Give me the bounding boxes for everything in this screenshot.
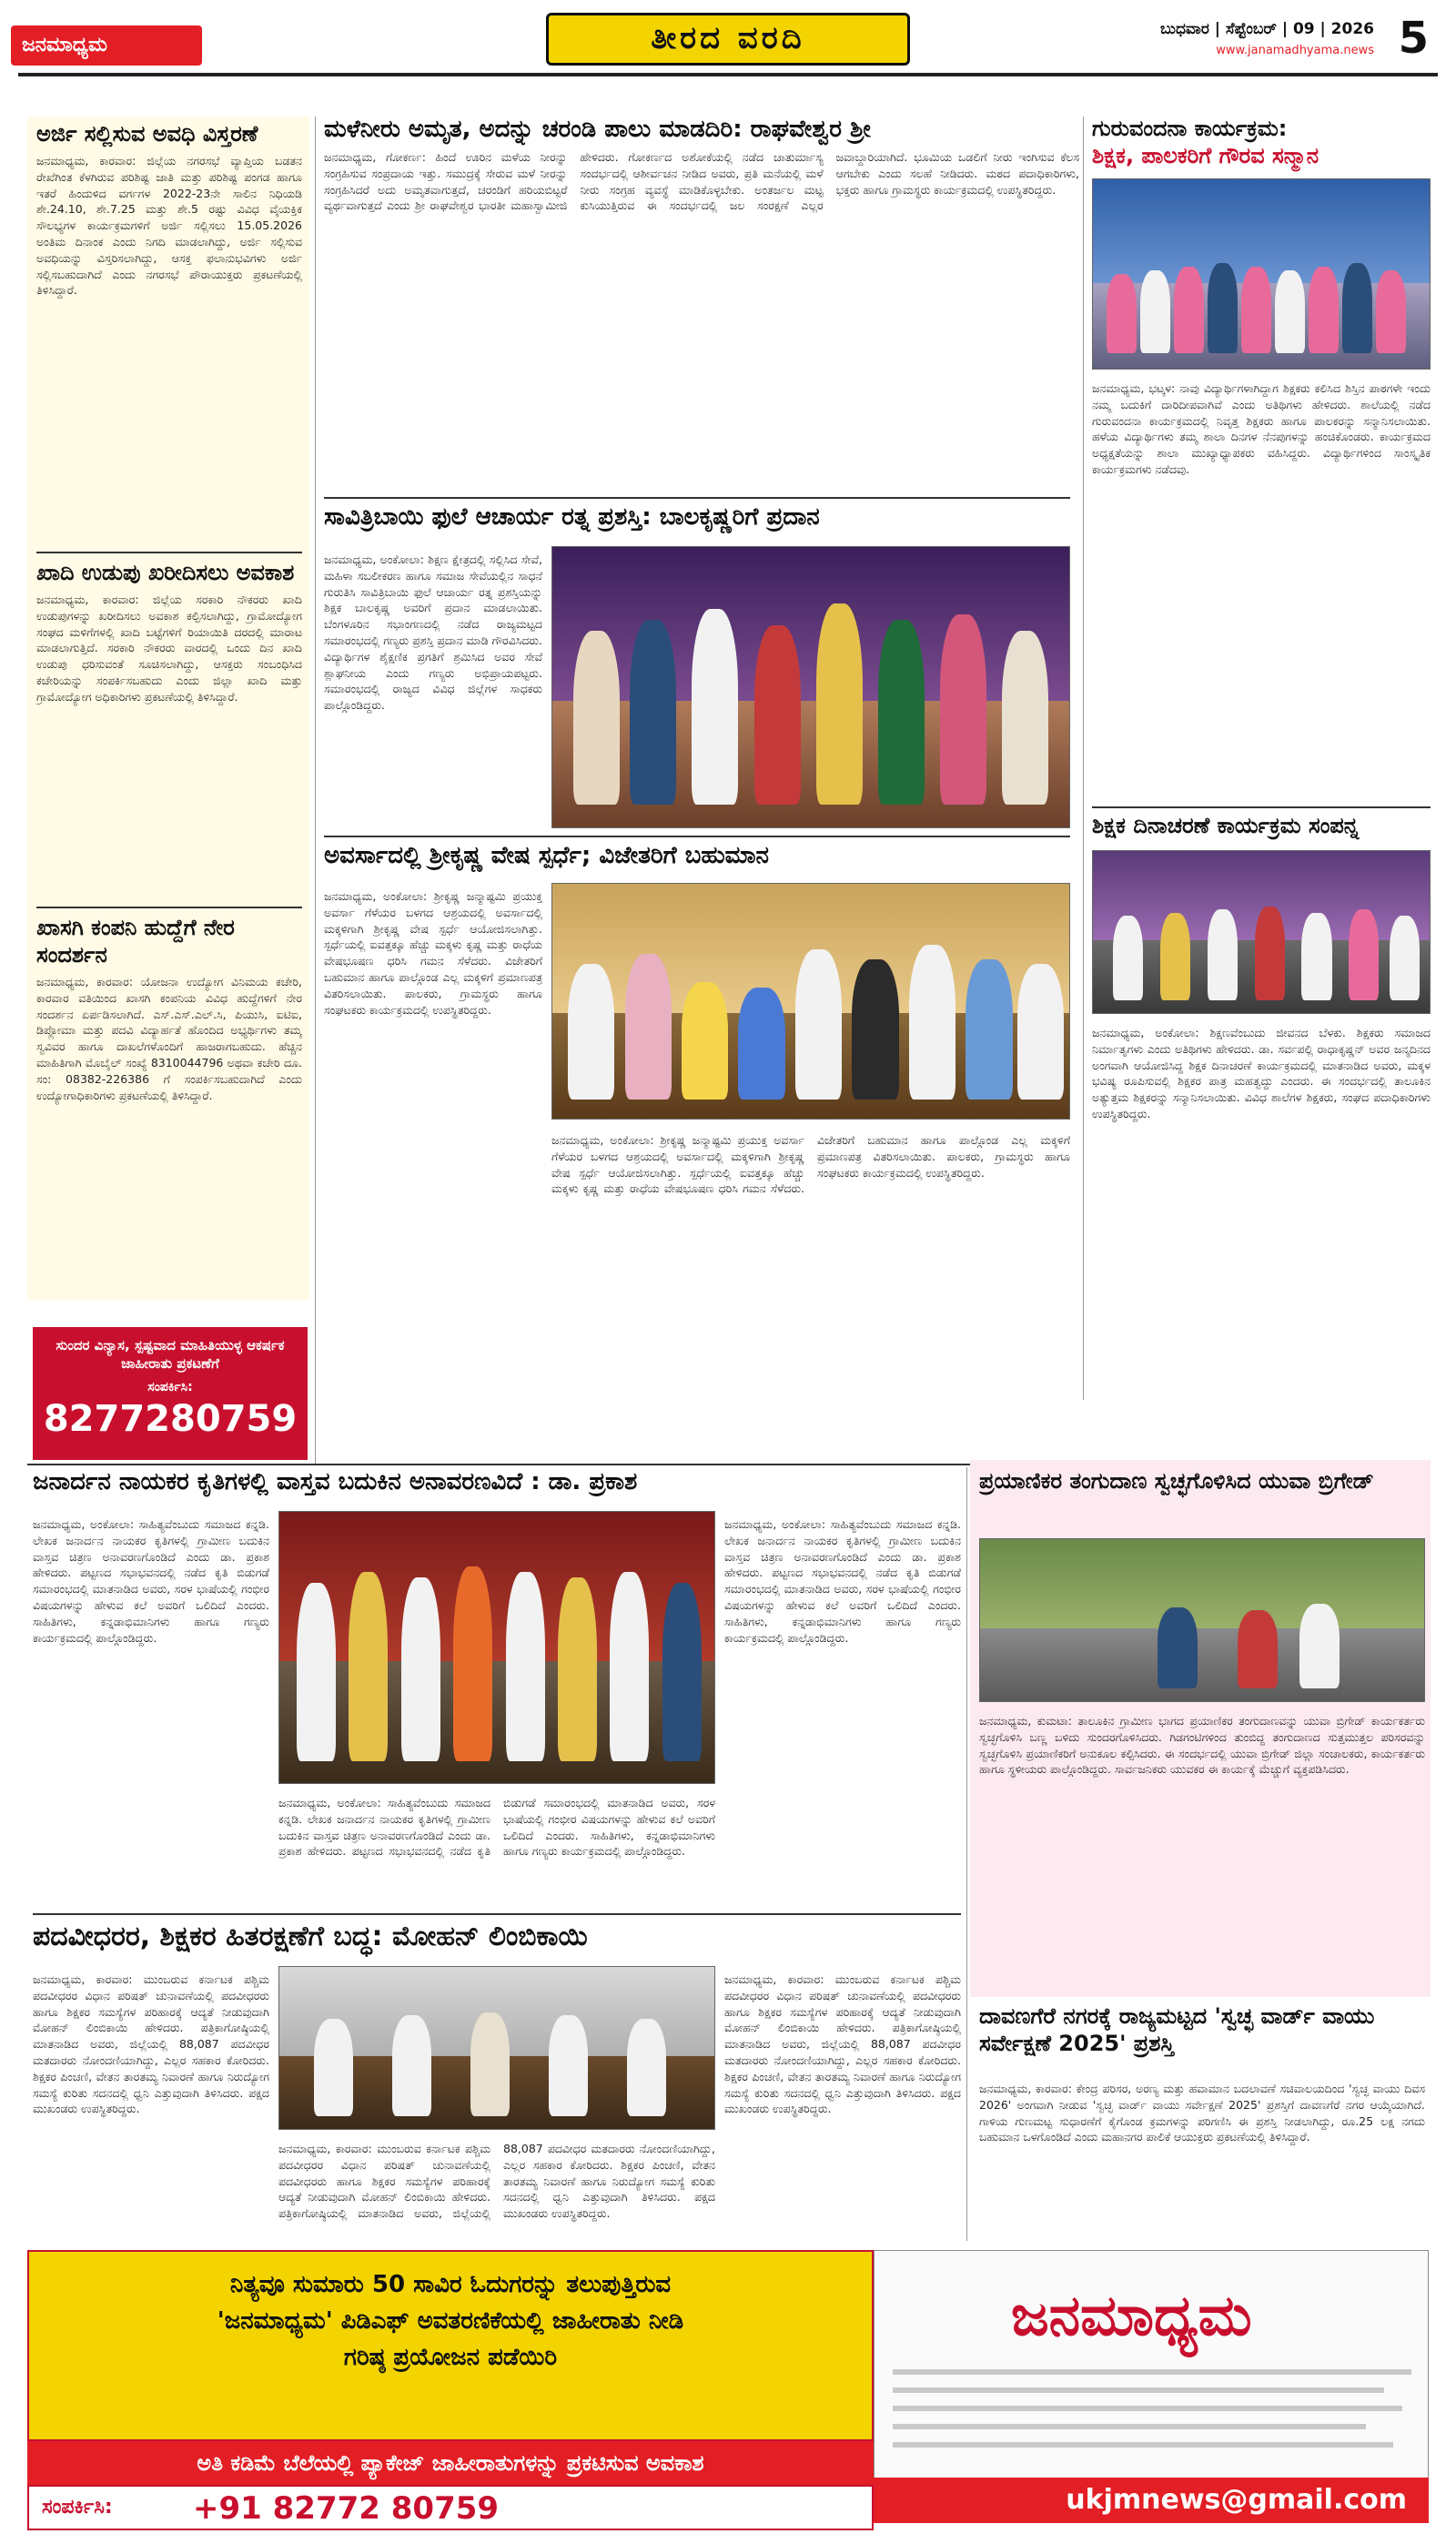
ad-text: ಸುಂದರ ವಿನ್ಯಾಸ, ಸ್ಪಷ್ಟವಾದ ಮಾಹಿತಿಯುಳ್ಳ ಆಕರ್ಷಕ ಜಾಹೀರಾತು ಪ್ರಕಟಣೆಗೆ bbox=[56, 1337, 285, 1372]
article-savitribai-title-block bbox=[324, 502, 1070, 539]
article-mohan-head bbox=[33, 1919, 961, 1959]
article-body: ಜನಮಾಧ್ಯಮ, ಕಾರವಾರ: ಜಿಲ್ಲೆಯ ಸರಕಾರಿ ನೌಕರರು ಖಾದಿ ಉಡುಪುಗಳನ್ನು ಖರೀದಿಸಲು ಅವಕಾಶ ಕಲ್ಪಿಸಲಾಗಿದ್ದು, ಗ್ರಾಮೋದ್ಯೋಗ ಸಂಘದ ಮಳಿಗೆಗಳಲ್ಲಿ ಖಾದಿ ಬಟ್ಟೆಗಳಿಗೆ ರಿಯಾಯಿತಿ ದರದಲ್ಲಿ ಮಾರಾಟ ಮಾಡಲಾಗುತ್ತಿದೆ. ಸರಕಾರಿ ನೌಕರರು ವಾರದಲ್ಲಿ ಒಂದು ದಿನ ಖಾದಿ ಉಡುಪು ಧರಿಸುವಂತೆ ಸೂಚಿಸಲಾಗಿದ್ದು, ಆಸಕ್ತರು ಸಂಬಂಧಿಸಿದ ಕಚೇರಿಯನ್ನು ಸಂಪರ್ಕಿಸಬಹುದು ಎಂದು ಜಿಲ್ಲಾ ಖಾದಿ ಮತ್ತು ಗ್ರಾಮೋದ್ಯೋಗ ಅಧಿಕಾರಿಗಳು ಪ್ರಕಟಣೆಯಲ್ಲಿ ತಿಳಿಸಿದ್ದಾರೆ. bbox=[36, 593, 302, 704]
article-title: ಮಳೆನೀರು ಅಮೃತ, ಅದನ್ನು ಚರಂಡಿ ಪಾಲು ಮಾಡದಿರಿ: ರಾಘವೇಶ್ವರ ಶ್ರೀ bbox=[324, 116, 871, 143]
article-mohan-under-photo bbox=[278, 2135, 715, 2243]
ad-line-2: 'ಜನಮಾಧ್ಯಮ' ಪಿಡಿಎಫ್ ಅವತರಣಿಕೆಯಲ್ಲಿ ಜಾಹೀರಾತು ನೀಡಿ bbox=[217, 2307, 684, 2335]
ad-phone: 8277280759 bbox=[43, 1398, 298, 1440]
divider bbox=[36, 552, 302, 553]
article-body: ಜನಮಾಧ್ಯಮ, ಅಂಕೋಲಾ: ಸಾಹಿತ್ಯವೆಂಬುದು ಸಮಾಜದ ಕನ್ನಡಿ. ಲೇಖಕ ಜನಾರ್ದನ ನಾಯಕರ ಕೃತಿಗಳಲ್ಲಿ ಗ್ರಾಮೀಣ ಬದುಕಿನ ವಾಸ್ತವ ಚಿತ್ರಣ ಅನಾವರಣಗೊಂಡಿದೆ ಎಂದು ಡಾ. ಪ್ರಕಾಶ ಹೇಳಿದರು. ಪಟ್ಟಣದ ಸಭಾಭವನದಲ್ಲಿ ನಡೆದ ಕೃತಿ ಬಿಡುಗಡೆ ಸಮಾರಂಭದಲ್ಲಿ ಮಾತನಾಡಿದ ಅವರು, ಸರಳ ಭಾಷೆಯಲ್ಲಿ ಗಂಭೀರ ವಿಷಯಗಳನ್ನು ಹೇಳುವ ಕಲೆ ಅವರಿಗೆ ಒಲಿದಿದೆ ಎಂದರು. ಸಾಹಿತಿಗಳು, ಕನ್ನಡಾಭಿಮಾನಿಗಳು ಹಾಗೂ ಗಣ್ಯರು ಕಾರ್ಯಕ್ರಮದಲ್ಲಿ ಪಾಲ್ಗೊಂಡಿದ್ದರು. bbox=[33, 1517, 269, 1645]
article-krishna-title-block bbox=[324, 841, 1070, 877]
book-release-photo bbox=[278, 1511, 715, 1784]
article-krishna bbox=[324, 883, 542, 1393]
bus-shelter-photo bbox=[979, 1538, 1425, 1702]
article-yuva-brigade-head bbox=[979, 1467, 1425, 1540]
masthead-rule bbox=[18, 73, 1438, 76]
divider bbox=[33, 1913, 961, 1915]
column-rule bbox=[966, 1467, 967, 2241]
article-guruvandana bbox=[1092, 375, 1431, 803]
article-janardhan bbox=[33, 1511, 269, 1911]
article-savitribai bbox=[324, 546, 542, 828]
column-rule bbox=[1083, 117, 1084, 1400]
article-teachers-day bbox=[1092, 1019, 1431, 1402]
dateline: ಬುಧವಾರ | ಸೆಪ್ಟೆಂಬರ್ | 09 | 2026 bbox=[1160, 20, 1374, 38]
article-job-interview bbox=[36, 914, 302, 1305]
article-title: ಅವರ್ಸಾದಲ್ಲಿ ಶ್ರೀಕೃಷ್ಣ ವೇಷ ಸ್ಪರ್ಧೆ; ವಿಜೇತರಿಗೆ ಬಹುಮಾನ bbox=[324, 842, 769, 869]
article-body: ಜನಮಾಧ್ಯಮ, ಅಂಕೋಲಾ: ಶ್ರೀಕೃಷ್ಣ ಜನ್ಮಾಷ್ಟಮಿ ಪ್ರಯುಕ್ತ ಅವರ್ಸಾ ಗೆಳೆಯರ ಬಳಗದ ಆಶ್ರಯದಲ್ಲಿ ಅವರ್ಸಾದಲ್ಲಿ ಮಕ್ಕಳಿಗಾಗಿ ಶ್ರೀಕೃಷ್ಣ ವೇಷ ಸ್ಪರ್ಧೆ ಆಯೋಜಿಸಲಾಗಿತ್ತು. ಸ್ಪರ್ಧೆಯಲ್ಲಿ ಐವತ್ತಕ್ಕೂ ಹೆಚ್ಚು ಮಕ್ಕಳು ಕೃಷ್ಣ ಮತ್ತು ರಾಧೆಯ ವೇಷಭೂಷಣ ಧರಿಸಿ ಗಮನ ಸೆಳೆದರು. ವಿಜೇತರಿಗೆ ಬಹುಮಾನ ಹಾಗೂ ಪಾಲ್ಗೊಂಡ ಎಲ್ಲ ಮಕ್ಕಳಿಗೆ ಪ್ರಮಾಣಪತ್ರ ವಿತರಿಸಲಾಯಿತು. ಪಾಲಕರು, ಗ್ರಾಮಸ್ಥರು ಹಾಗೂ ಸಂಘಟಕರು ಕಾರ್ಯಕ್ರಮದಲ್ಲಿ ಉಪಸ್ಥಿತರಿದ್ದರು. bbox=[324, 889, 542, 1017]
section-title: ತೀರದ ವರದಿ bbox=[546, 13, 910, 66]
ad-line-3: ಗರಿಷ್ಠ ಪ್ರಯೋಜನ ಪಡೆಯಿರಿ bbox=[343, 2344, 558, 2371]
article-yuva-brigade bbox=[979, 1708, 1425, 1997]
paper-name: ಜನಮಾಧ್ಯಮ bbox=[1011, 2282, 1252, 2348]
article-body-continued: ಜನಮಾಧ್ಯಮ, ಅಂಕೋಲಾ: ಸಾಹಿತ್ಯವೆಂಬುದು ಸಮಾಜದ ಕನ್ನಡಿ. ಲೇಖಕ ಜನಾರ್ದನ ನಾಯಕರ ಕೃತಿಗಳಲ್ಲಿ ಗ್ರಾಮೀಣ ಬದುಕಿನ ವಾಸ್ತವ ಚಿತ್ರಣ ಅನಾವರಣಗೊಂಡಿದೆ ಎಂದು ಡಾ. ಪ್ರಕಾಶ ಹೇಳಿದರು. ಪಟ್ಟಣದ ಸಭಾಭವನದಲ್ಲಿ ನಡೆದ ಕೃತಿ ಬಿಡುಗಡೆ ಸಮಾರಂಭದಲ್ಲಿ ಮಾತನಾಡಿದ ಅವರು, ಸರಳ ಭಾಷೆಯಲ್ಲಿ ಗಂಭೀರ ವಿಷಯಗಳನ್ನು ಹೇಳುವ ಕಲೆ ಅವರಿಗೆ ಒಲಿದಿದೆ ಎಂದರು. ಸಾಹಿತಿಗಳು, ಕನ್ನಡಾಭಿಮಾನಿಗಳು ಹಾಗೂ ಗಣ್ಯರು ಕಾರ್ಯಕ್ರಮದಲ್ಲಿ ಪಾಲ್ಗೊಂಡಿದ್ದರು. bbox=[724, 1517, 961, 1645]
krishna-contest-photo bbox=[551, 883, 1070, 1120]
brand-logo: ಜನಮಾಧ್ಯಮ bbox=[11, 25, 202, 66]
ad-yellow-panel bbox=[27, 2250, 874, 2441]
bottom-ad-banner bbox=[27, 2250, 874, 2527]
article-davanagere-head bbox=[979, 2002, 1425, 2073]
article-title: ಸಾವಿತ್ರಿಬಾಯಿ ಫುಲೆ ಆಚಾರ್ಯ ರತ್ನ ಪ್ರಶಸ್ತಿ: ಬಾಲಕೃಷ್ಣರಿಗೆ ಪ್ರದಾನ bbox=[324, 503, 820, 531]
ad-line-1: ನಿತ್ಯವೂ ಸುಮಾರು 50 ಸಾವಿರ ಓದುಗರನ್ನು ತಲುಪುತ್ತಿರುವ bbox=[229, 2271, 672, 2298]
divider bbox=[324, 836, 1070, 837]
article-krishna-continued bbox=[551, 1127, 1070, 1400]
article-janardhan-continued bbox=[724, 1511, 961, 1911]
article-title: ಖಾದಿ ಉಡುಪು ಖರೀದಿಸಲು ಅವಕಾಶ bbox=[36, 560, 295, 585]
article-mohan bbox=[33, 1966, 269, 2239]
award-photo bbox=[551, 546, 1070, 828]
article-body: ಜನಮಾಧ್ಯಮ, ಕುಮಟಾ: ತಾಲೂಕಿನ ಗ್ರಾಮೀಣ ಭಾಗದ ಪ್ರಯಾಣಿಕರ ತಂಗುದಾಣವನ್ನು ಯುವಾ ಬ್ರಿಗೇಡ್ ಕಾರ್ಯಕರ್ತರು ಸ್ವಚ್ಛಗೊಳಿಸಿ ಬಣ್ಣ ಬಳಿದು ಸುಂದರಗೊಳಿಸಿದರು. ಗಿಡಗಂಟಿಗಳಿಂದ ತುಂಬಿದ್ದ ತಂಗುದಾಣದ ಸುತ್ತಮುತ್ತಲ ಪರಿಸರವನ್ನು ಸ್ವಚ್ಛಗೊಳಿಸಿ ಪ್ರಯಾಣಿಕರಿಗೆ ಅನುಕೂಲ ಕಲ್ಪಿಸಿದರು. ಈ ಸಂದರ್ಭದಲ್ಲಿ ಯುವಾ ಬ್ರಿಗೇಡ್ ಜಿಲ್ಲಾ ಸಂಚಾಲಕರು, ಕಾರ್ಯಕರ್ತರು ಹಾಗೂ ಸ್ಥಳೀಯರು ಪಾಲ್ಗೊಂಡಿದ್ದರು. ಸಾರ್ವಜನಿಕರು ಯುವಕರ ಈ ಕಾರ್ಯಕ್ಕೆ ಮೆಚ್ಚುಗೆ ವ್ಯಕ್ತಪಡಿಸಿದರು. bbox=[979, 1714, 1425, 1777]
article-application-extension bbox=[36, 120, 302, 548]
article-subtitle: ಶಿಕ್ಷಕ, ಪಾಲಕರಿಗೆ ಗೌರವ ಸನ್ಮಾನ bbox=[1092, 143, 1320, 168]
article-title: ಖಾಸಗಿ ಕಂಪನಿ ಹುದ್ದೆಗೆ ನೇರ ಸಂದರ್ಶನ bbox=[36, 915, 235, 968]
column-rule bbox=[315, 117, 316, 1464]
article-teachers-day-head bbox=[1092, 812, 1431, 848]
guruvandana-photo bbox=[1092, 178, 1431, 370]
article-mohan-continued bbox=[724, 1966, 961, 2239]
ad-line-4: ಅತಿ ಕಡಿಮೆ ಬೆಲೆಯಲ್ಲಿ ಪ್ಯಾಕೇಜ್ ಜಾಹೀರಾತುಗಳನ್ನು ಪ್ರಕಟಿಸುವ ಅವಕಾಶ bbox=[27, 2441, 874, 2485]
article-body: ಜನಮಾಧ್ಯಮ, ಅಂಕೋಲಾ: ಶಿಕ್ಷಣವೆಂಬುದು ಜೀವನದ ಬೆಳಕು. ಶಿಕ್ಷಕರು ಸಮಾಜದ ನಿರ್ಮಾತೃಗಳು ಎಂದು ಅತಿಥಿಗಳು ಹೇಳಿದರು. ಡಾ. ಸರ್ವಪಲ್ಲಿ ರಾಧಾಕೃಷ್ಣನ್ ಅವರ ಜನ್ಮದಿನದ ಅಂಗವಾಗಿ ಆಯೋಜಿಸಿದ್ದ ಶಿಕ್ಷಕ ದಿನಾಚರಣೆ ಕಾರ್ಯಕ್ರಮದಲ್ಲಿ ಮಾತನಾಡಿದ ಅವರು, ಮಕ್ಕಳ ಭವಿಷ್ಯ ರೂಪಿಸುವಲ್ಲಿ ಶಿಕ್ಷಕರ ಪಾತ್ರ ಮಹತ್ವದ್ದು ಎಂದರು. ಈ ಸಂದರ್ಭದಲ್ಲಿ ತಾಲೂಕಿನ ಅತ್ಯುತ್ತಮ ಶಿಕ್ಷಕರನ್ನು ಸನ್ಮಾನಿಸಲಾಯಿತು. ವಿವಿಧ ಶಾಲೆಗಳ ಶಿಕ್ಷಕರು, ಸಂಘದ ಪದಾಧಿಕಾರಿಗಳು ಉಪಸ್ಥಿತರಿದ್ದರು. bbox=[1092, 1026, 1431, 1120]
article-janardhan-head bbox=[33, 1467, 961, 1504]
website-link[interactable]: www.janamadhyama.news bbox=[1216, 44, 1374, 57]
ad-box bbox=[31, 1325, 309, 1462]
article-body: ಜನಮಾಧ್ಯಮ, ಭಟ್ಕಳ: ನಾವು ವಿದ್ಯಾರ್ಥಿಗಳಾಗಿದ್ದಾಗ ಶಿಕ್ಷಕರು ಕಲಿಸಿದ ಶಿಸ್ತಿನ ಪಾಠಗಳೇ ಇಂದು ನಮ್ಮ ಬದುಕಿಗೆ ದಾರಿದೀಪವಾಗಿವೆ ಎಂದು ಅತಿಥಿಗಳು ಹೇಳಿದರು. ಶಾಲೆಯಲ್ಲಿ ನಡೆದ ಗುರುವಂದನಾ ಕಾರ್ಯಕ್ರಮದಲ್ಲಿ ನಿವೃತ್ತ ಶಿಕ್ಷಕರು ಹಾಗೂ ಪಾಲಕರನ್ನು ಸನ್ಮಾನಿಸಲಾಯಿತು. ಹಳೆಯ ವಿದ್ಯಾರ್ಥಿಗಳು ತಮ್ಮ ಶಾಲಾ ದಿನಗಳ ನೆನಪುಗಳನ್ನು ಹಂಚಿಕೊಂಡರು. ಕಾರ್ಯಕ್ರಮದ ಅಧ್ಯಕ್ಷತೆಯನ್ನು ಶಾಲಾ ಮುಖ್ಯಾಧ್ಯಾಪಕರು ವಹಿಸಿದ್ದರು. ವಿದ್ಯಾರ್ಥಿಗಳಿಂದ ಸಾಂಸ್ಕೃತಿಕ ಕಾರ್ಯಕ್ರಮಗಳು ನಡೆದವು. bbox=[1092, 381, 1431, 476]
article-janardhan-under-photo bbox=[278, 1789, 715, 1908]
page-number: 5 bbox=[1398, 13, 1429, 64]
article-body: ಜನಮಾಧ್ಯಮ, ಗೋಕರ್ಣ: ಹಿಂದೆ ಊರಿನ ಮಳೆಯ ನೀರನ್ನು ಸಂಗ್ರಹಿಸುವ ಸಂಪ್ರದಾಯ ಇತ್ತು. ಸಮುದ್ರಕ್ಕೆ ಸೇರುವ ಮಳೆ ನೀರನ್ನು ಸಂಗ್ರಹಿಸಿದರೆ ಅದು ಅಮೃತವಾಗುತ್ತದೆ, ಚರಂಡಿಗೆ ಹರಿಯಬಿಟ್ಟರೆ ವ್ಯರ್ಥವಾಗುತ್ತದೆ ಎಂದು ಶ್ರೀ ರಾಘವೇಶ್ವರ ಭಾರತೀ ಮಹಾಸ್ವಾಮೀಜಿ ಹೇಳಿದರು. ಗೋಕರ್ಣದ ಅಶೋಕೆಯಲ್ಲಿ ನಡೆದ ಚಾತುರ್ಮಾಸ್ಯ ಸಂದರ್ಭದಲ್ಲಿ ಆಶೀರ್ವಚನ ನೀಡಿದ ಅವರು, ಪ್ರತಿ ಮನೆಯಲ್ಲಿ ಮಳೆ ನೀರು ಸಂಗ್ರಹ ವ್ಯವಸ್ಥೆ ಮಾಡಿಕೊಳ್ಳಬೇಕು. ಅಂತರ್ಜಲ ಮಟ್ಟ ಕುಸಿಯುತ್ತಿರುವ ಈ ಸಂದರ್ಭದಲ್ಲಿ ಜಲ ಸಂರಕ್ಷಣೆ ಎಲ್ಲರ ಜವಾಬ್ದಾರಿಯಾಗಿದೆ. ಭೂಮಿಯ ಒಡಲಿಗೆ ನೀರು ಇಂಗಿಸುವ ಕೆಲಸ ಆಗಬೇಕು ಎಂದು ಸಲಹೆ ನೀಡಿದರು. ಮಠದ ಪದಾಧಿಕಾರಿಗಳು, ಭಕ್ತರು ಹಾಗೂ ಗ್ರಾಮಸ್ಥರು ಕಾರ್ಯಕ್ರಮದಲ್ಲಿ ಉಪಸ್ಥಿತರಿದ್ದರು. bbox=[324, 150, 1079, 213]
article-body: ಜನಮಾಧ್ಯಮ, ಅಂಕೋಲಾ: ಶಿಕ್ಷಣ ಕ್ಷೇತ್ರದಲ್ಲಿ ಸಲ್ಲಿಸಿದ ಸೇವೆ, ಮಹಿಳಾ ಸಬಲೀಕರಣ ಹಾಗೂ ಸಮಾಜ ಸೇವೆಯಲ್ಲಿನ ಸಾಧನೆ ಗುರುತಿಸಿ ಸಾವಿತ್ರಿಬಾಯಿ ಫುಲೆ ಆಚಾರ್ಯ ರತ್ನ ಪ್ರಶಸ್ತಿಯನ್ನು ಶಿಕ್ಷಕ ಬಾಲಕೃಷ್ಣ ಅವರಿಗೆ ಪ್ರದಾನ ಮಾಡಲಾಯಿತು. ಬೆಂಗಳೂರಿನ ಸಭಾಂಗಣದಲ್ಲಿ ನಡೆದ ರಾಜ್ಯಮಟ್ಟದ ಸಮಾರಂಭದಲ್ಲಿ ಗಣ್ಯರು ಪ್ರಶಸ್ತಿ ಪ್ರದಾನ ಮಾಡಿ ಗೌರವಿಸಿದರು. ವಿದ್ಯಾರ್ಥಿಗಳ ಶೈಕ್ಷಣಿಕ ಪ್ರಗತಿಗೆ ಶ್ರಮಿಸಿದ ಅವರ ಸೇವೆ ಶ್ಲಾಘನೀಯ ಎಂದು ಗಣ್ಯರು ಅಭಿಪ್ರಾಯಪಟ್ಟರು. ಸಮಾರಂಭದಲ್ಲಿ ರಾಜ್ಯದ ವಿವಿಧ ಜಿಲ್ಲೆಗಳ ಸಾಧಕರು ಪಾಲ್ಗೊಂಡಿದ್ದರು. bbox=[324, 552, 542, 713]
article-rainwater bbox=[324, 115, 1079, 497]
ad-contact-label: ಸಂಪರ್ಕಿಸಿ: bbox=[147, 1380, 193, 1394]
article-title: ಪ್ರಯಾಣಿಕರ ತಂಗುದಾಣ ಸ್ವಚ್ಛಗೊಳಿಸಿದ ಯುವಾ ಬ್ರಿಗೇಡ್ bbox=[979, 1468, 1374, 1494]
article-title: ದಾವಣಗೆರೆ ನಗರಕ್ಕೆ ರಾಜ್ಯಮಟ್ಟದ 'ಸ್ವಚ್ಛ ವಾರ್ಡ್ ವಾಯು ಸರ್ವೇಕ್ಷಣೆ 2025' ಪ್ರಶಸ್ತಿ bbox=[979, 2003, 1375, 2056]
article-title: ಗುರುವಂದನಾ ಕಾರ್ಯಕ್ರಮ: bbox=[1092, 116, 1288, 141]
article-body: ಜನಮಾಧ್ಯಮ, ಕಾರವಾರ: ಮುಂಬರುವ ಕರ್ನಾಟಕ ಪಶ್ಚಿಮ ಪದವೀಧರರ ವಿಧಾನ ಪರಿಷತ್ ಚುನಾವಣೆಯಲ್ಲಿ ಪದವೀಧರರು ಹಾಗೂ ಶಿಕ್ಷಕರ ಸಮಸ್ಯೆಗಳ ಪರಿಹಾರಕ್ಕೆ ಆದ್ಯತೆ ನೀಡುವುದಾಗಿ ಮೋಹನ್ ಲಿಂಬಿಕಾಯಿ ಹೇಳಿದರು. ಪತ್ರಿಕಾಗೋಷ್ಠಿಯಲ್ಲಿ ಮಾತನಾಡಿದ ಅವರು, ಜಿಲ್ಲೆಯಲ್ಲಿ 88,087 ಪದವೀಧರ ಮತದಾರರು ನೋಂದಣಿಯಾಗಿದ್ದು, ಎಲ್ಲರ ಸಹಕಾರ ಕೋರಿದರು. ಶಿಕ್ಷಕರ ಪಿಂಚಣಿ, ವೇತನ ತಾರತಮ್ಯ ನಿವಾರಣೆ ಹಾಗೂ ನಿರುದ್ಯೋಗ ಸಮಸ್ಯೆ ಕುರಿತು ಸದನದಲ್ಲಿ ಧ್ವನಿ ಎತ್ತುವುದಾಗಿ ತಿಳಿಸಿದರು. ಪಕ್ಷದ ಮುಖಂಡರು ಉಪಸ್ಥಿತರಿದ್ದರು. bbox=[33, 1972, 269, 2116]
article-title: ಪದವೀಧರರ, ಶಿಕ್ಷಕರ ಹಿತರಕ್ಷಣೆಗೆ ಬದ್ಧ: ಮೋಹನ್ ಲಿಂಬಿಕಾಯಿ bbox=[33, 1921, 588, 1952]
article-title: ಜನಾರ್ದನ ನಾಯಕರ ಕೃತಿಗಳಲ್ಲಿ ವಾಸ್ತವ ಬದುಕಿನ ಅನಾವರಣವಿದೆ : ಡಾ. ಪ್ರಕಾಶ bbox=[33, 1468, 638, 1495]
teachers-day-photo bbox=[1092, 850, 1431, 1014]
email-contact[interactable]: ukjmnews@gmail.com bbox=[874, 2478, 1429, 2523]
article-title: ಶಿಕ್ಷಕ ದಿನಾಚರಣೆ ಕಾರ್ಯಕ್ರಮ ಸಂಪನ್ನ bbox=[1092, 813, 1360, 838]
ad-contact-bar bbox=[27, 2485, 874, 2530]
ad-phone: +91 82772 80759 bbox=[193, 2490, 500, 2527]
article-body-continued: ಜನಮಾಧ್ಯಮ, ಅಂಕೋಲಾ: ಶ್ರೀಕೃಷ್ಣ ಜನ್ಮಾಷ್ಟಮಿ ಪ್ರಯುಕ್ತ ಅವರ್ಸಾ ಗೆಳೆಯರ ಬಳಗದ ಆಶ್ರಯದಲ್ಲಿ ಅವರ್ಸಾದಲ್ಲಿ ಮಕ್ಕಳಿಗಾಗಿ ಶ್ರೀಕೃಷ್ಣ ವೇಷ ಸ್ಪರ್ಧೆ ಆಯೋಜಿಸಲಾಗಿತ್ತು. ಸ್ಪರ್ಧೆಯಲ್ಲಿ ಐವತ್ತಕ್ಕೂ ಹೆಚ್ಚು ಮಕ್ಕಳು ಕೃಷ್ಣ ಮತ್ತು ರಾಧೆಯ ವೇಷಭೂಷಣ ಧರಿಸಿ ಗಮನ ಸೆಳೆದರು. ವಿಜೇತರಿಗೆ ಬಹುಮಾನ ಹಾಗೂ ಪಾಲ್ಗೊಂಡ ಎಲ್ಲ ಮಕ್ಕಳಿಗೆ ಪ್ರಮಾಣಪತ್ರ ವಿತರಿಸಲಾಯಿತು. ಪಾಲಕರು, ಗ್ರಾಮಸ್ಥರು ಹಾಗೂ ಸಂಘಟಕರು ಕಾರ್ಯಕ್ರಮದಲ್ಲಿ ಉಪಸ್ಥಿತರಿದ್ದರು. bbox=[551, 1133, 1070, 1196]
article-body: ಜನಮಾಧ್ಯಮ, ಕಾರವಾರ: ಕೇಂದ್ರ ಪರಿಸರ, ಅರಣ್ಯ ಮತ್ತು ಹವಾಮಾನ ಬದಲಾವಣೆ ಸಚಿವಾಲಯದಿಂದ 'ಸ್ವಚ್ಛ ವಾಯು ದಿವಸ 2026' ಅಂಗವಾಗಿ ನೀಡುವ 'ಸ್ವಚ್ಛ ವಾರ್ಡ್ ವಾಯು ಸರ್ವೇಕ್ಷಣೆ 2025' ಪ್ರಶಸ್ತಿಗೆ ದಾವಣಗೆರೆ ನಗರ ಆಯ್ಕೆಯಾಗಿದೆ. ಗಾಳಿಯ ಗುಣಮಟ್ಟ ಸುಧಾರಣೆಗೆ ಕೈಗೊಂಡ ಕ್ರಮಗಳನ್ನು ಪರಿಗಣಿಸಿ ಈ ಪ್ರಶಸ್ತಿ ನೀಡಲಾಗಿದ್ದು, ರೂ.25 ಲಕ್ಷ ನಗದು ಬಹುಮಾನ ಒಳಗೊಂಡಿದೆ ಎಂದು ಮಹಾನಗರ ಪಾಲಿಕೆ ಆಯುಕ್ತರು ಪ್ರಕಟಣೆಯಲ್ಲಿ ತಿಳಿಸಿದ್ದಾರೆ. bbox=[979, 2082, 1425, 2144]
divider bbox=[1092, 806, 1431, 808]
article-body-extra: ಜನಮಾಧ್ಯಮ, ಅಂಕೋಲಾ: ಸಾಹಿತ್ಯವೆಂಬುದು ಸಮಾಜದ ಕನ್ನಡಿ. ಲೇಖಕ ಜನಾರ್ದನ ನಾಯಕರ ಕೃತಿಗಳಲ್ಲಿ ಗ್ರಾಮೀಣ ಬದುಕಿನ ವಾಸ್ತವ ಚಿತ್ರಣ ಅನಾವರಣಗೊಂಡಿದೆ ಎಂದು ಡಾ. ಪ್ರಕಾಶ ಹೇಳಿದರು. ಪಟ್ಟಣದ ಸಭಾಭವನದಲ್ಲಿ ನಡೆದ ಕೃತಿ ಬಿಡುಗಡೆ ಸಮಾರಂಭದಲ್ಲಿ ಮಾತನಾಡಿದ ಅವರು, ಸರಳ ಭಾಷೆಯಲ್ಲಿ ಗಂಭೀರ ವಿಷಯಗಳನ್ನು ಹೇಳುವ ಕಲೆ ಅವರಿಗೆ ಒಲಿದಿದೆ ಎಂದರು. ಸಾಹಿತಿಗಳು, ಕನ್ನಡಾಭಿಮಾನಿಗಳು ಹಾಗೂ ಗಣ್ಯರು ಕಾರ್ಯಕ್ರಮದಲ್ಲಿ ಪಾಲ್ಗೊಂಡಿದ್ದರು. bbox=[278, 1796, 715, 1859]
article-davanagere bbox=[979, 2075, 1425, 2243]
article-body-continued: ಜನಮಾಧ್ಯಮ, ಕಾರವಾರ: ಮುಂಬರುವ ಕರ್ನಾಟಕ ಪಶ್ಚಿಮ ಪದವೀಧರರ ವಿಧಾನ ಪರಿಷತ್ ಚುನಾವಣೆಯಲ್ಲಿ ಪದವೀಧರರು ಹಾಗೂ ಶಿಕ್ಷಕರ ಸಮಸ್ಯೆಗಳ ಪರಿಹಾರಕ್ಕೆ ಆದ್ಯತೆ ನೀಡುವುದಾಗಿ ಮೋಹನ್ ಲಿಂಬಿಕಾಯಿ ಹೇಳಿದರು. ಪತ್ರಿಕಾಗೋಷ್ಠಿಯಲ್ಲಿ ಮಾತನಾಡಿದ ಅವರು, ಜಿಲ್ಲೆಯಲ್ಲಿ 88,087 ಪದವೀಧರ ಮತದಾರರು ನೋಂದಣಿಯಾಗಿದ್ದು, ಎಲ್ಲರ ಸಹಕಾರ ಕೋರಿದರು. ಶಿಕ್ಷಕರ ಪಿಂಚಣಿ, ವೇತನ ತಾರತಮ್ಯ ನಿವಾರಣೆ ಹಾಗೂ ನಿರುದ್ಯೋಗ ಸಮಸ್ಯೆ ಕುರಿತು ಸದನದಲ್ಲಿ ಧ್ವನಿ ಎತ್ತುವುದಾಗಿ ತಿಳಿಸಿದರು. ಪಕ್ಷದ ಮುಖಂಡರು ಉಪಸ್ಥಿತರಿದ್ದರು. bbox=[724, 1972, 961, 2116]
article-body: ಜನಮಾಧ್ಯಮ, ಕಾರವಾರ: ಯೋಜನಾ ಉದ್ಯೋಗ ವಿನಿಮಯ ಕಚೇರಿ, ಕಾರವಾರ ವತಿಯಿಂದ ಖಾಸಗಿ ಕಂಪನಿಯ ವಿವಿಧ ಹುದ್ದೆಗಳಿಗೆ ನೇರ ಸಂದರ್ಶನ ಏರ್ಪಡಿಸಲಾಗಿದೆ. ಎಸ್.ಎಸ್.ಎಲ್.ಸಿ, ಪಿಯುಸಿ, ಐಟಿಐ, ಡಿಪ್ಲೋಮಾ ಮತ್ತು ಪದವಿ ವಿದ್ಯಾರ್ಹತೆ ಹೊಂದಿದ ಅಭ್ಯರ್ಥಿಗಳು ತಮ್ಮ ಸ್ವವಿವರ ಹಾಗೂ ದಾಖಲೆಗಳೊಂದಿಗೆ ಹಾಜರಾಗಬಹುದು. ಹೆಚ್ಚಿನ ಮಾಹಿತಿಗಾಗಿ ಮೊಬೈಲ್ ಸಂಖ್ಯೆ 8310044796 ಅಥವಾ ಕಚೇರಿ ದೂ. ಸಂ: 08382-226386 ಗೆ ಸಂಪರ್ಕಿಸಬಹುದಾಗಿದೆ ಎಂದು ಉದ್ಯೋಗಾಧಿಕಾರಿಗಳು ಪ್ರಕಟಣೆಯಲ್ಲಿ ತಿಳಿಸಿದ್ದಾರೆ. bbox=[36, 975, 302, 1102]
divider bbox=[324, 497, 1070, 499]
ad-contact-label: ಸಂಪರ್ಕಿಸಿ: bbox=[42, 2496, 113, 2519]
article-body: ಜನಮಾಧ್ಯಮ, ಕಾರವಾರ: ಜಿಲ್ಲೆಯ ನಗರಸಭೆ ವ್ಯಾಪ್ತಿಯ ಬಡತನ ರೇಖೆಗಿಂತ ಕೆಳಗಿರುವ ಪರಿಶಿಷ್ಟ ಜಾತಿ ಮತ್ತು ಪರಿಶಿಷ್ಟ ಪಂಗಡ ಹಾಗೂ ಇತರೆ ಹಿಂದುಳಿದ ವರ್ಗಗಳ 2022-23ನೇ ಸಾಲಿನ ನಿಧಿಯಡಿ ಶೇ.24.10, ಶೇ.7.25 ಮತ್ತು ಶೇ.5 ರಷ್ಟು ವಿವಿಧ ವೈಯಕ್ತಿಕ ಸೌಲಭ್ಯಗಳ ಕಾರ್ಯಕ್ರಮಗಳಿಗೆ ಅರ್ಜಿ ಸಲ್ಲಿಸಲು 15.05.2026 ಅಂತಿಮ ದಿನಾಂಕ ಎಂದು ನಿಗದಿ ಮಾಡಲಾಗಿದ್ದು, ಅರ್ಜಿ ಸಲ್ಲಿಸುವ ಅವಧಿಯನ್ನು ವಿಸ್ತರಿಸಲಾಗಿದ್ದು, ಆಸಕ್ತ ಫಲಾನುಭವಿಗಳು ಅರ್ಜಿ ಸಲ್ಲಿಸಬಹುದಾಗಿದೆ ಎಂದು ನಗರಸಭೆ ಪೌರಾಯುಕ್ತರು ಪ್ರಕಟಣೆಯಲ್ಲಿ ತಿಳಿಸಿದ್ದಾರೆ. bbox=[36, 154, 302, 298]
article-body-extra: ಜನಮಾಧ್ಯಮ, ಕಾರವಾರ: ಮುಂಬರುವ ಕರ್ನಾಟಕ ಪಶ್ಚಿಮ ಪದವೀಧರರ ವಿಧಾನ ಪರಿಷತ್ ಚುನಾವಣೆಯಲ್ಲಿ ಪದವೀಧರರು ಹಾಗೂ ಶಿಕ್ಷಕರ ಸಮಸ್ಯೆಗಳ ಪರಿಹಾರಕ್ಕೆ ಆದ್ಯತೆ ನೀಡುವುದಾಗಿ ಮೋಹನ್ ಲಿಂಬಿಕಾಯಿ ಹೇಳಿದರು. ಪತ್ರಿಕಾಗೋಷ್ಠಿಯಲ್ಲಿ ಮಾತನಾಡಿದ ಅವರು, ಜಿಲ್ಲೆಯಲ್ಲಿ 88,087 ಪದವೀಧರ ಮತದಾರರು ನೋಂದಣಿಯಾಗಿದ್ದು, ಎಲ್ಲರ ಸಹಕಾರ ಕೋರಿದರು. ಶಿಕ್ಷಕರ ಪಿಂಚಣಿ, ವೇತನ ತಾರತಮ್ಯ ನಿವಾರಣೆ ಹಾಗೂ ನಿರುದ್ಯೋಗ ಸಮಸ್ಯೆ ಕುರಿತು ಸದನದಲ್ಲಿ ಧ್ವನಿ ಎತ್ತುವುದಾಗಿ ತಿಳಿಸಿದರು. ಪಕ್ಷದ ಮುಖಂಡರು ಉಪಸ್ಥಿತರಿದ್ದರು. bbox=[278, 2142, 715, 2221]
article-khadi bbox=[36, 559, 302, 905]
press-meet-photo bbox=[278, 1966, 715, 2130]
article-title: ಅರ್ಜಿ ಸಲ್ಲಿಸುವ ಅವಧಿ ವಿಸ್ತರಣೆ bbox=[36, 121, 258, 147]
divider bbox=[36, 907, 302, 908]
